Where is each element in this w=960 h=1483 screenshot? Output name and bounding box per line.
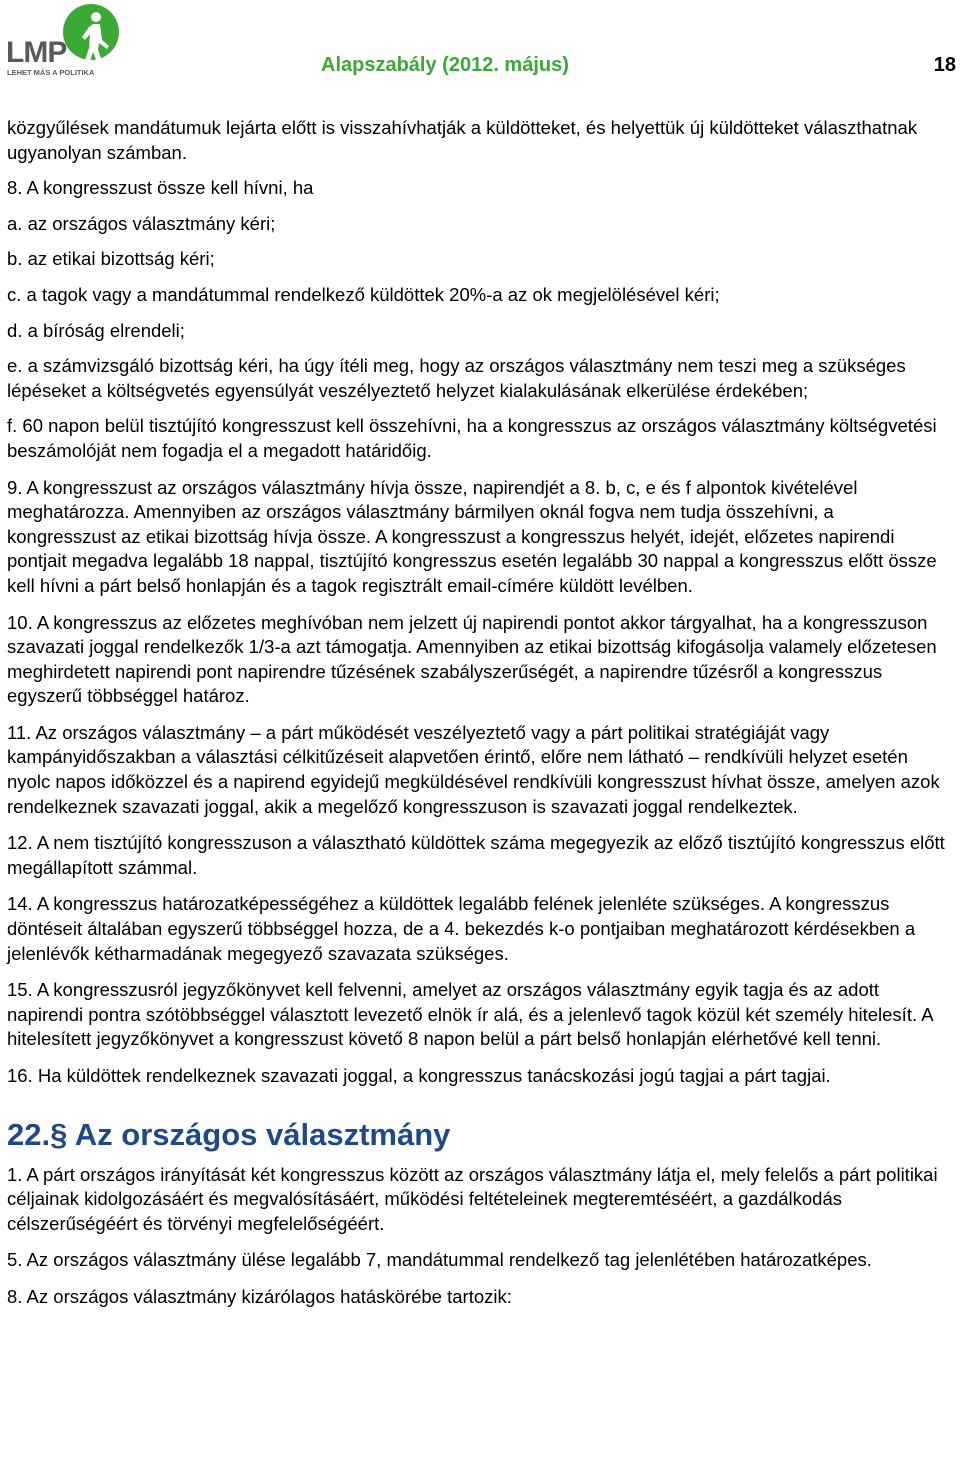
list-item-d: d. a bíróság elrendeli; [7,319,185,341]
paragraph-8: 8. A kongresszust össze kell hívni, ha [7,177,314,199]
walking-person-icon [76,10,112,68]
paragraph-15: 15. A kongresszusról jegyzőkönyvet kell felvenni, amelyet az országos választmány egyik tagja és az adott napirendi pontra szótöbbséggel választott levezető elnök ír alá, és a jelenlevő tagok közül két személy hitelesít. A hitelesített jegyzőkönyvet a kongresszust követő 8 napon belül a párt belső honlapján elérhetővé kell tenni. [7,979,933,1050]
paragraph-9: 9. A kongresszust az országos választmány hívja össze, napirendjét a 8. b, c, e és f alpontok kivételével meghatározza. Amennyiben az országos választmány bármilyen oknál fogva nem tudja összehívni, a kongresszust az etikai bizottság hívja össze. A kongresszust a kongresszus helyét, idejét, előzetes napirendi pontjait megadva legalább 18 nappal, tisztújító kongresszus esetén legalább 30 nappal a kongresszus előtt össze kell hívni a párt belső honlapján és a tagok regisztrált email-címére küldött levélben. [7,476,937,596]
logo-wordmark: LMP [6,36,67,69]
list-item-b: b. az etikai bizottság kéri; [7,248,215,270]
lmp-logo [6,4,118,76]
paragraph-11: 11. Az országos választmány – a párt működését veszélyeztető vagy a párt politikai stratégiáját vagy kampányidőszakban a választási célkitűzéseit alapvetően érintő, előre nem látható – rendkívüli helyzet esetén nyolc napos időközzel és a napirend egyidejű megküldésével rendkívüli kongresszust hívhat össze, amelyen azok rendelkeznek szavazati joggal, akik a megelőző kongresszuson is szavazati joggal rendelkeztek. [7,721,940,817]
page-header [0,0,960,90]
list-item-e: e. a számvizsgáló bizottság kéri, ha úgy ítéli meg, hogy az országos választmány nem teszi meg a szükséges lépéseket a költségvetés egyensúlyát veszélyeztető helyzet kialakulásának elkerülése érdekében; [7,355,906,401]
list-item-f: f. 60 napon belül tisztújító kongresszust kell összehívni, ha a kongresszus az országos választmány költségvetési beszámolóját nem fogadja el a megadott határidőig. [7,415,937,461]
section-paragraph-1: 1. A párt országos irányítását két kongresszus között az országos választmány látja el, mely felelős a párt politikai céljainak kidolgozásáért és megvalósításáért, működési feltételeinek megteremtéséért, a gazdálkodás célszerűségéért és törvényi megfelelőségéért. [7,1163,938,1234]
document-title: Alapszabály (2012. május) [321,54,569,76]
section-paragraph-5: 5. Az országos választmány ülése legalább 7, mandátummal rendelkező tag jelenlétében határozatképes. [7,1249,872,1271]
list-item-a: a. az országos választmány kéri; [7,212,276,234]
section-paragraph-8: 8. Az országos választmány kizárólagos hatáskörébe tartozik: [7,1285,512,1307]
logo-tagline: LEHET MÁS A POLITIKA [7,68,95,77]
page-number: 18 [933,54,956,76]
list-item-c: c. a tagok vagy a mandátummal rendelkező küldöttek 20%-a az ok megjelölésével kéri; [7,283,720,305]
paragraph-10: 10. A kongresszus az előzetes meghívóban nem jelzett új napirendi pontot akkor tárgyalhat, ha a kongresszuson szavazati joggal rendelkezők 1/3-a azt támogatja. Amennyiben az etikai bizottság kifogásolja valamely előzetesen meghirdetett napirendi pont napirendre tűzésének szabályszerűségét, a napirendre tűzésről a kongresszus egyszerű többséggel határoz. [7,611,937,707]
paragraph-16: 16. Ha küldöttek rendelkeznek szavazati joggal, a kongresszus tanácskozási jogú tagjai a párt tagjai. [7,1065,831,1086]
document-body [7,116,947,1310]
paragraph-continuation: közgyűlések mandátumuk lejárta előtt is visszahívhatják a küldötteket, és helyettük új küldötteket választhatnak ugyanolyan számban. [7,117,918,163]
paragraph-14: 14. A kongresszus határozatképességéhez a küldöttek legalább felének jelenléte szükséges. A kongresszus döntéseit általában egyszerű többséggel hozza, de a 4. bekezdés k-o pontjaiban meghatározott kérdésekben a jelenlévők kétharmadának megegyező szavazata szükséges. [7,893,916,964]
section-heading: 22.§ Az országos választmány [7,1116,451,1152]
paragraph-12: 12. A nem tisztújító kongresszuson a választható küldöttek száma megegyezik az előző tisztújító kongresszus előtt megállapított számmal. [7,832,945,878]
